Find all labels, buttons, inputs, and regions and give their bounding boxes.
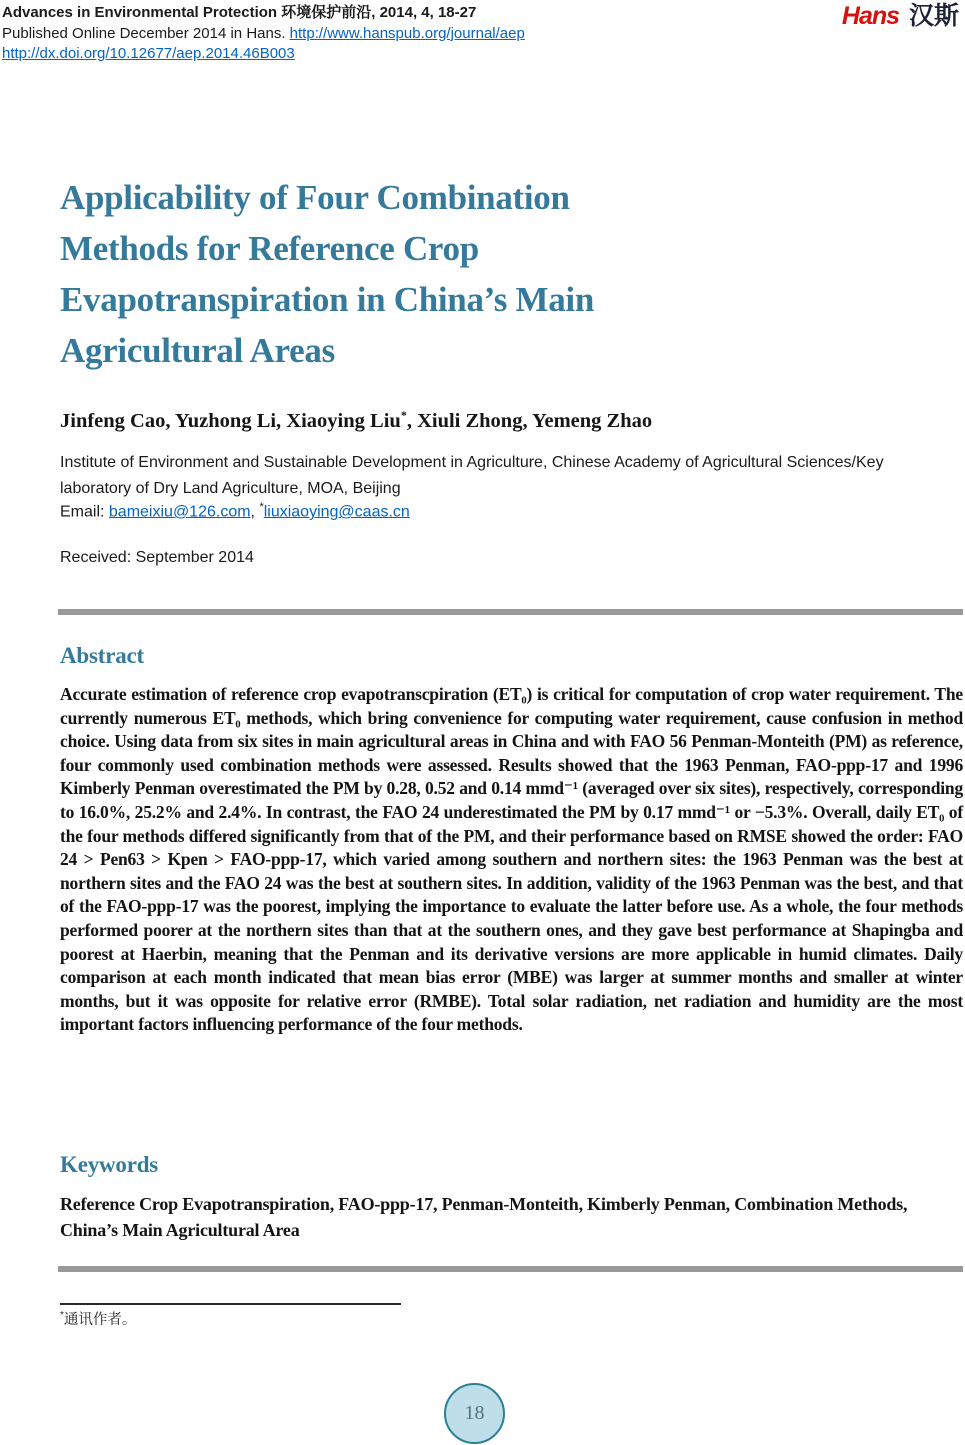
email-line bbox=[60, 501, 410, 521]
journal-title-en: Advances in Environmental Protection bbox=[2, 4, 278, 21]
journal-title-cn: 环境保护前沿, 2014, 4, 18-27 bbox=[281, 4, 477, 21]
email-link-2[interactable]: liuxiaoying@caas.cn bbox=[263, 503, 410, 521]
article-title bbox=[60, 172, 860, 376]
email-separator: , bbox=[250, 503, 260, 521]
divider-bottom bbox=[58, 1266, 963, 1272]
page-number: 18 bbox=[464, 1402, 485, 1424]
email-label: Email: bbox=[60, 503, 109, 521]
hans-logo-cn: 汉斯 bbox=[908, 2, 959, 30]
published-prefix: Published Online December 2014 in Hans. bbox=[2, 24, 290, 42]
article-title-line1: Applicability of Four Combination bbox=[60, 178, 570, 217]
page-number-badge bbox=[444, 1383, 505, 1444]
authors-names-before: Jinfeng Cao, Yuzhong Li, Xiaoying Liu bbox=[60, 409, 401, 432]
article-title-line2: Methods for Reference Crop bbox=[60, 229, 479, 268]
abstract-text: Accurate estimation of reference crop evapotranscpiration (ET₀) is critical for computation of crop water requirement. The currently numerous ET₀ methods, which bring convenience for computing water requirement, cause confusion in method choice. Using data from six sites in main agricultural areas in China and with FAO 56 Penman-Monteith (PM) as reference, four commonly used combination methods were assessed. Results showed that the 1963 Penman, FAO-ppp-17 and 1996 Kimberly Penman overestimated the PM by 0.28, 0.52 and 0.14 mmd⁻¹ (averaged over six sites), respectively, corresponding to 16.0%, 25.2% and 2.4%. In contrast, the FAO 24 underestimated the PM by 0.17 mmd⁻¹ or −5.3%. Overall, daily ET₀ of the four methods differed significantly from that of the PM, and their performance based on RMSE showed the order: FAO 24 > Pen63 > Kpen > FAO-ppp-17, which varied among southern and northern sites: the 1963 Penman was the best at northern sites and the FAO 24 was the best at southern sites. In addition, validity of the 1963 Penman was the best, and that of the FAO-ppp-17 was the poorest, implying the importance to evaluate the latter before use. As a whole, the four methods performed poorer at the northern sites than that at the southern ones, and they gave best performance at Shapingba and poorest at Haerbin, meaning that the Penman and its derivative versions are more applicable in humid climates. Daily comparison at each month indicated that mean bias error (MBE) was larger at summer months and smaller at winter months, but it was opposite for relative error (RMBE). Total solar radiation, net radiation and humidity are the most important factors influencing performance of the four methods. bbox=[60, 684, 963, 1035]
abstract-heading: Abstract bbox=[60, 643, 144, 668]
journal-citation-line bbox=[2, 3, 525, 24]
article-title-line3: Evapotranspiration in China’s Main bbox=[60, 280, 595, 319]
received-date: Received: September 2014 bbox=[60, 549, 254, 566]
article-title-line4: Agricultural Areas bbox=[60, 331, 335, 370]
email-asterisk: * bbox=[259, 501, 264, 513]
divider-top bbox=[58, 609, 963, 615]
hans-logo-wordmark: Hans bbox=[841, 2, 900, 30]
authors-line bbox=[60, 408, 652, 433]
footnote-text: 通讯作者。 bbox=[63, 1312, 137, 1328]
published-online-line bbox=[2, 24, 525, 45]
footnote bbox=[60, 1308, 136, 1329]
keywords-text: Reference Crop Evapotranspiration, FAO-ppp-17, Penman-Monteith, Kimberly Penman, Combination Methods, China’s Main Agricultural Area bbox=[60, 1194, 908, 1240]
footnote-rule bbox=[60, 1303, 401, 1305]
authors-names-after: , Xiuli Zhong, Yemeng Zhao bbox=[406, 409, 653, 432]
keywords-heading: Keywords bbox=[60, 1152, 159, 1177]
email-link-1[interactable]: bameixiu@126.com bbox=[108, 503, 251, 521]
journal-url-link[interactable]: http://www.hanspub.org/journal/aep bbox=[289, 24, 525, 42]
doi-link[interactable]: http://dx.doi.org/10.12677/aep.2014.46B003 bbox=[2, 45, 295, 62]
affiliation: Institute of Environment and Sustainable Development in Agriculture, Chinese Academy of Agricultural Sciences/Key laboratory of Dry Land Agriculture, MOA, Beijing bbox=[60, 454, 884, 497]
doi-line bbox=[2, 44, 525, 65]
corresponding-author-asterisk: * bbox=[400, 408, 407, 422]
hans-logo bbox=[842, 2, 959, 30]
footnote-asterisk: * bbox=[60, 1310, 64, 1322]
journal-header bbox=[2, 3, 525, 65]
